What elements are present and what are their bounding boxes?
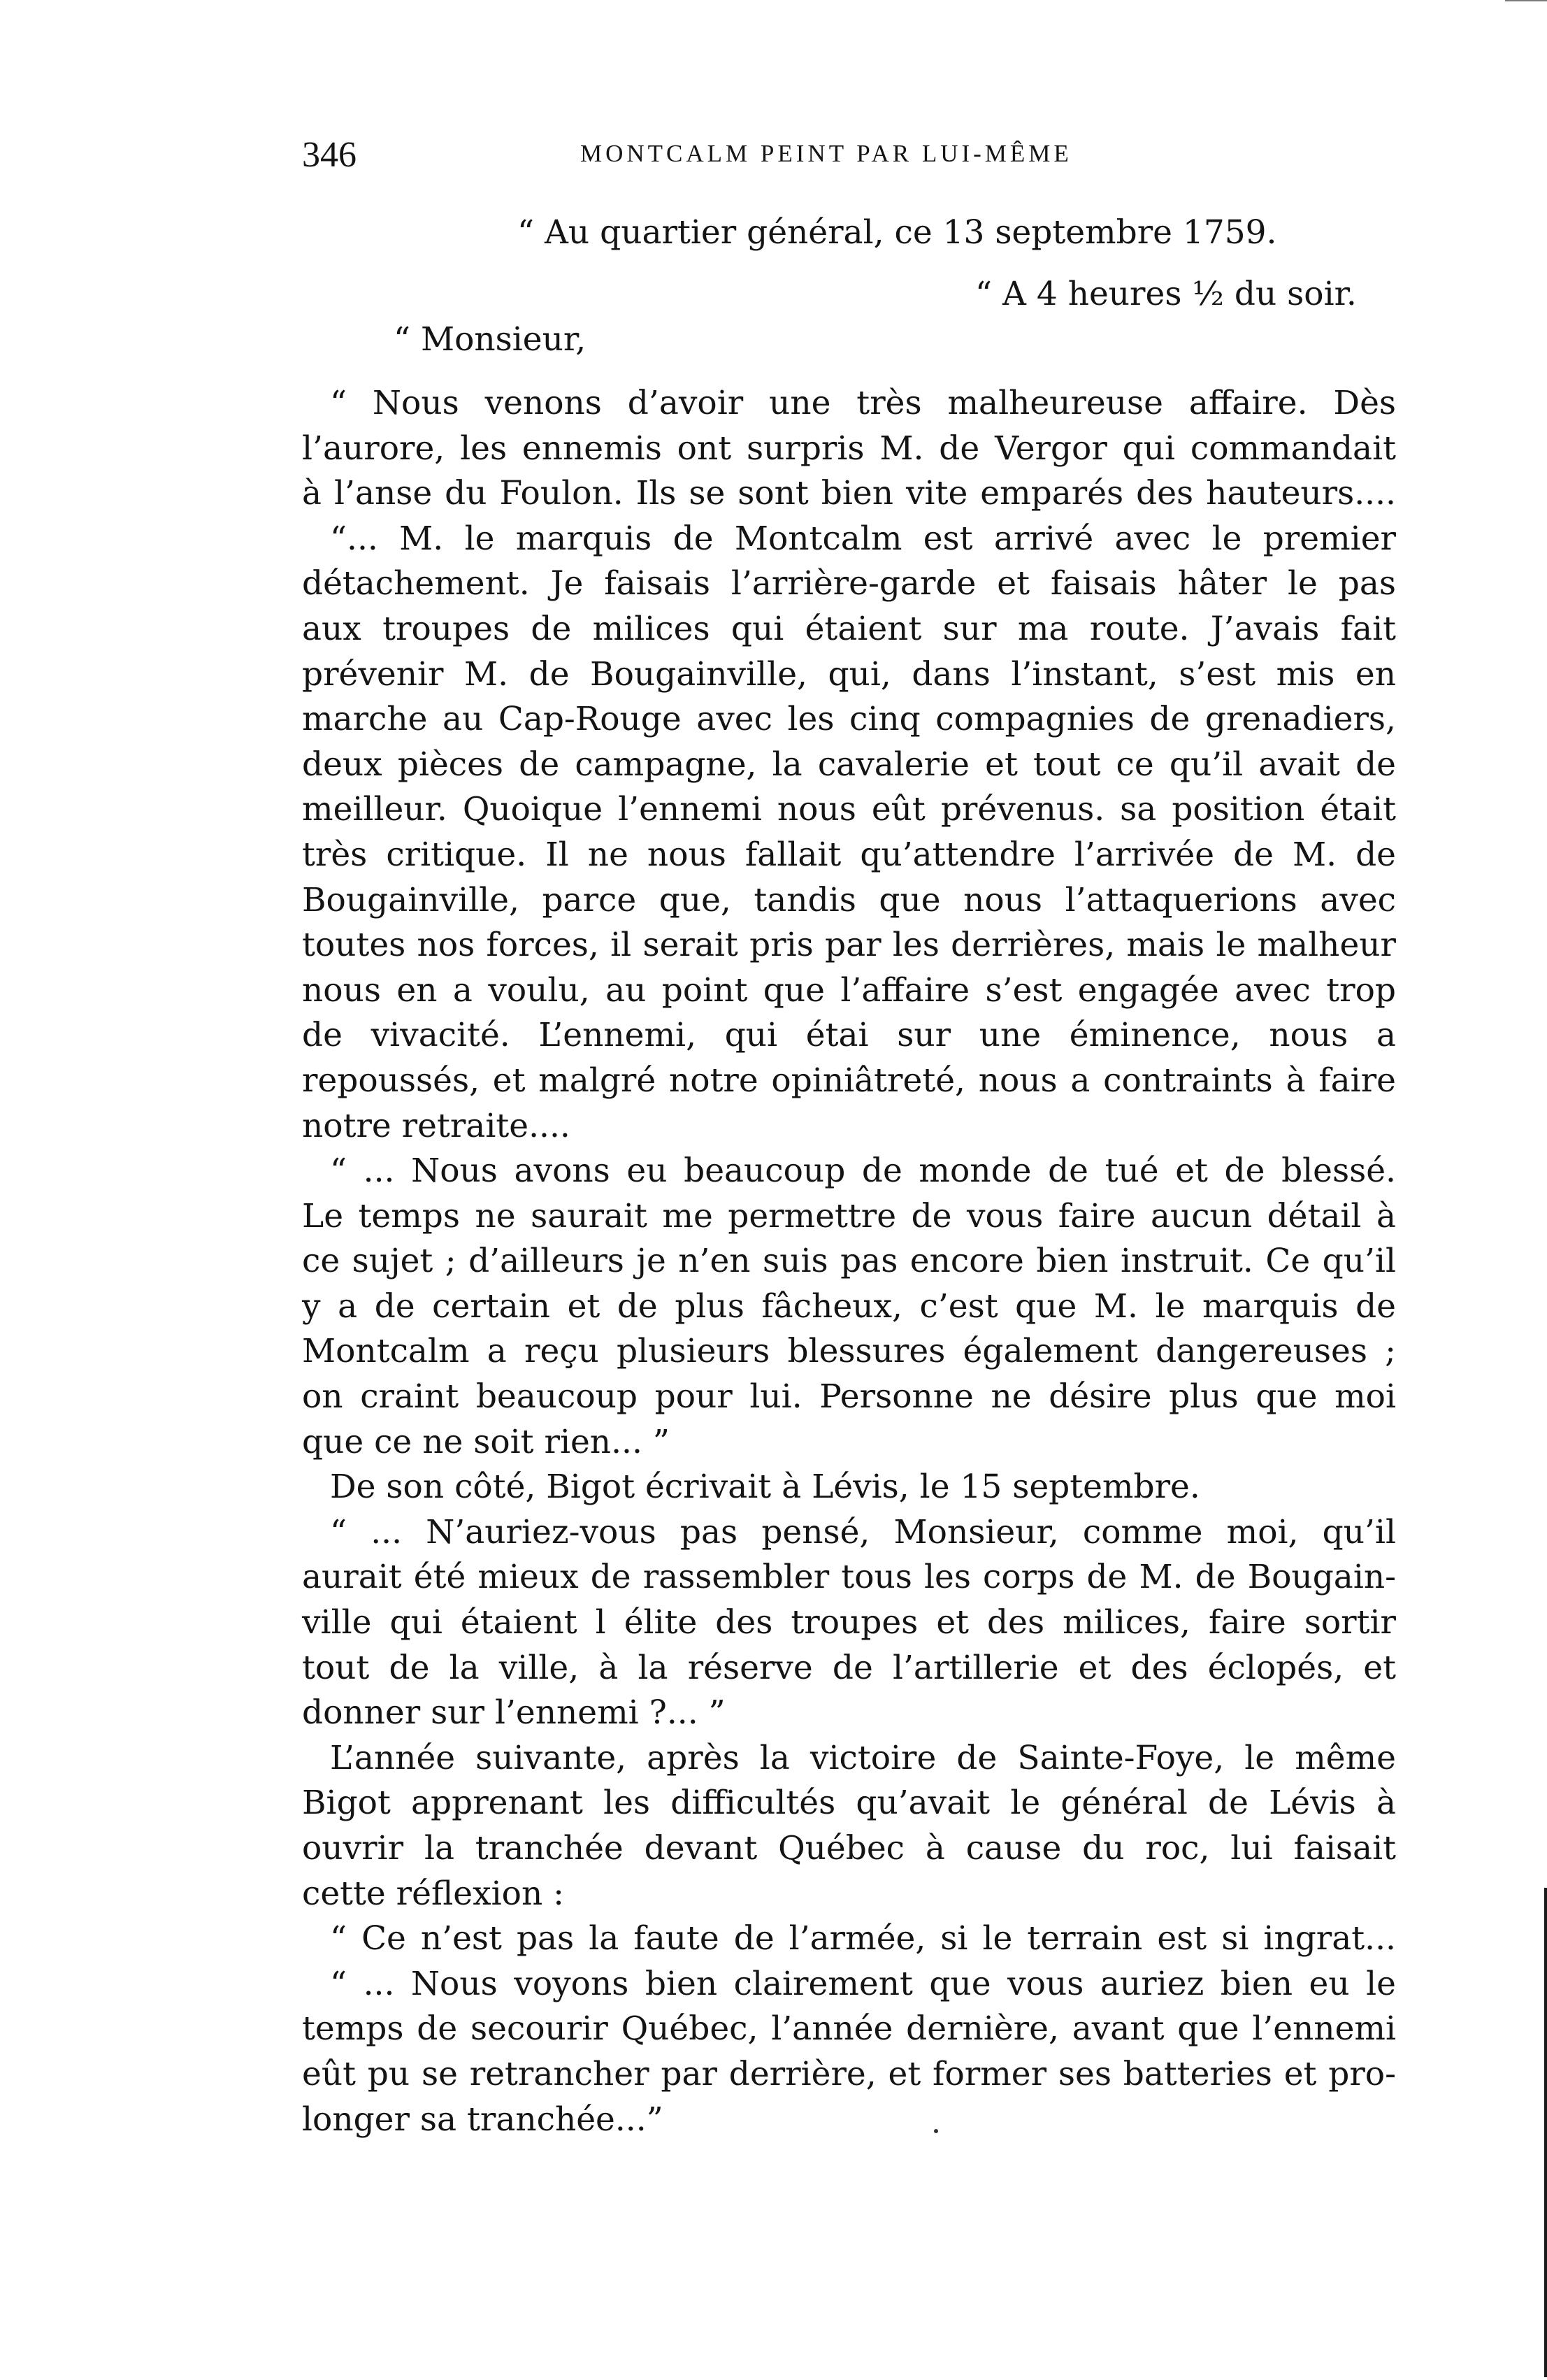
text-line: “ ... N’auriez-vous pas pensé, Monsieur, comme moi, qu’il bbox=[330, 1512, 1396, 1551]
text-line: longer sa tranchée...” bbox=[302, 2100, 663, 2139]
text-line: Montcalm a reçu plusieurs blessures également dangereuses ; bbox=[302, 1332, 1396, 1371]
text-line: tout de la ville, à la réserve de l’artillerie et des éclopés, et bbox=[302, 1648, 1396, 1687]
text-line: on craint beaucoup pour lui. Personne ne désire plus que moi bbox=[302, 1377, 1396, 1417]
text-line: temps de secourir Québec, l’année dernière, avant que l’ennemi bbox=[302, 2009, 1396, 2049]
text-line: “ Nous venons d’avoir une très malheureuse affaire. Dès bbox=[330, 384, 1396, 422]
text-line: L’année suivante, après la victoire de Sainte-Foye, le même bbox=[330, 1738, 1396, 1777]
text-line: aux troupes de milices qui étaient sur ma route. J’avais fait bbox=[302, 609, 1396, 648]
text-line: que ce ne soit rien... ” bbox=[302, 1422, 670, 1461]
print-speck bbox=[934, 2129, 938, 2133]
text-line: marche au Cap-Rouge avec les cinq compagnies de grenadiers, bbox=[302, 700, 1396, 739]
scan-edge-mark bbox=[1505, 0, 1547, 1]
text-line: notre retraite.... bbox=[302, 1106, 570, 1145]
text-line: repoussés, et malgré notre opiniâtreté, nous a contraints à faire bbox=[302, 1061, 1396, 1100]
text-line: très critique. Il ne nous fallait qu’attendre l’arrivée de M. de bbox=[302, 835, 1396, 874]
text-line: “ ... Nous avons eu beaucoup de monde de tué et de blessé. bbox=[330, 1152, 1396, 1191]
text-line: prévenir M. de Bougainville, qui, dans l’instant, s’est mis en bbox=[302, 654, 1396, 694]
text-line: Bougainville, parce que, tandis que nous l’attaquerions avec bbox=[302, 880, 1396, 919]
text-line: meilleur. Quoique l’ennemi nous eût prévenus. sa position était bbox=[302, 790, 1396, 829]
body-text bbox=[302, 381, 1396, 2142]
text-line: y a de certain et de plus fâcheux, c’est que M. le marquis de bbox=[302, 1286, 1396, 1326]
text-line: ce sujet ; d’ailleurs je n’en suis pas encore bien instruit. Ce qu’il bbox=[302, 1242, 1396, 1281]
text-line: l’aurore, les ennemis ont surpris M. de Vergor qui commandait bbox=[302, 429, 1396, 468]
text-line: eût pu se retrancher par derrière, et former ses batteries et pro- bbox=[302, 2054, 1396, 2093]
text-line: donner sur l’ennemi ?... ” bbox=[302, 1693, 726, 1733]
text-line: cette réflexion : bbox=[302, 1874, 564, 1913]
text-line: aurait été mieux de rassembler tous les corps de M. de Bougain- bbox=[302, 1558, 1396, 1597]
text-line: De son côté, Bigot écrivait à Lévis, le 15 septembre. bbox=[330, 1468, 1200, 1507]
scan-edge-line bbox=[1544, 1888, 1547, 2377]
text-line: à l’anse du Foulon. Ils se sont bien vite emparés des hauteurs.... bbox=[302, 474, 1396, 513]
letter-salutation: “ Monsieur, bbox=[394, 320, 587, 359]
text-line: nous en a voulu, au point que l’affaire s’est engagée avec trop bbox=[302, 970, 1396, 1010]
text-line: ouvrir la tranchée devant Québec à cause du roc, lui faisait bbox=[302, 1829, 1396, 1868]
text-line: détachement. Je faisais l’arrière-garde et faisais hâter le pas bbox=[302, 564, 1396, 603]
text-line: Le temps ne saurait me permettre de vous faire aucun détail à bbox=[302, 1196, 1396, 1235]
page-header bbox=[302, 134, 1420, 176]
text-line: “... M. le marquis de Montcalm est arrivé avec le premier bbox=[330, 519, 1396, 558]
page-number: 346 bbox=[302, 135, 357, 175]
text-line: “ ... Nous voyons bien clairement que vous auriez bien eu le bbox=[330, 1964, 1396, 2003]
running-head: MONTCALM PEINT PAR LUI-MÊME bbox=[580, 140, 1072, 167]
text-line: deux pièces de campagne, la cavalerie et tout ce qu’il avait de bbox=[302, 745, 1396, 784]
text-line: toutes nos forces, il serait pris par les derrières, mais le malheur bbox=[302, 926, 1396, 965]
letter-date-line: “ Au quartier général, ce 13 septembre 1759. bbox=[517, 213, 1277, 252]
letter-time-line: “ A 4 heures ½ du soir. bbox=[975, 275, 1357, 313]
text-line: ville qui étaient l élite des troupes et des milices, faire sortir bbox=[302, 1603, 1396, 1642]
text-line: “ Ce n’est pas la faute de l’armée, si le terrain est si ingrat... bbox=[330, 1919, 1396, 1958]
text-line: Bigot apprenant les difficultés qu’avait le général de Lévis à bbox=[302, 1784, 1396, 1823]
text-line: de vivacité. L’ennemi, qui étai sur une éminence, nous a bbox=[302, 1016, 1396, 1055]
